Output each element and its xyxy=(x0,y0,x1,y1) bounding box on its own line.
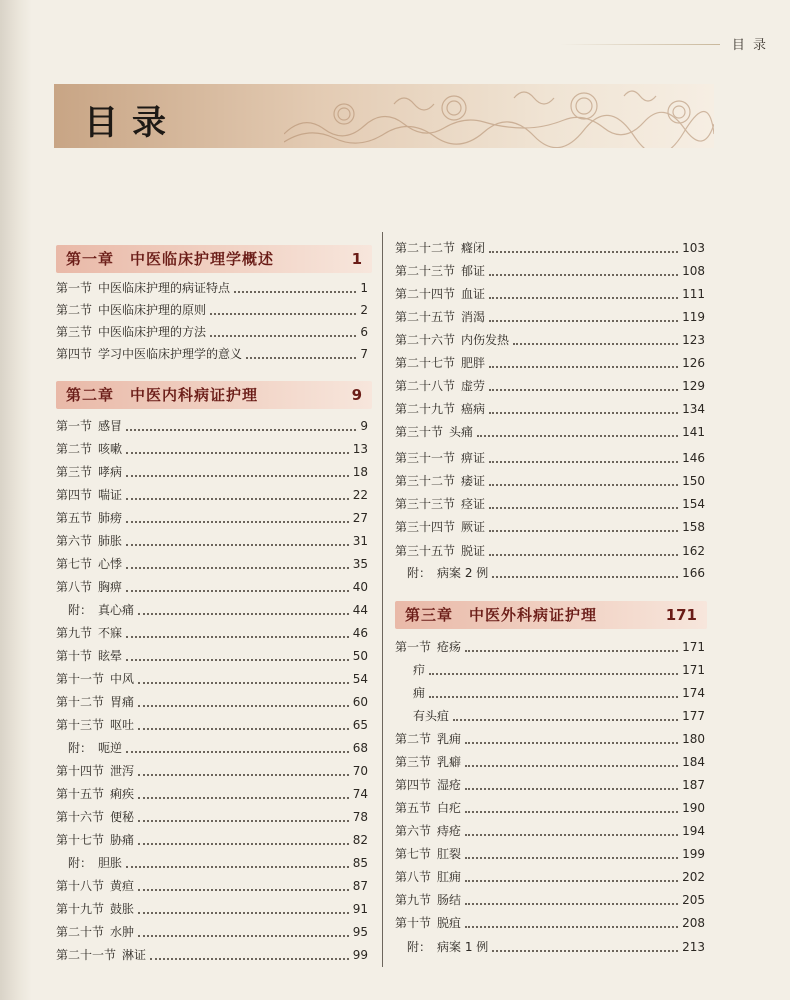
section-number: 第一节 xyxy=(395,640,432,654)
dot-leader xyxy=(138,911,349,914)
page-number: 35 xyxy=(352,557,368,571)
page-number: 134 xyxy=(682,402,705,416)
section-number: 第二十五节 xyxy=(395,310,456,324)
dot-leader xyxy=(210,334,356,337)
section-name: 中风 xyxy=(110,672,135,686)
toc-entry[interactable] xyxy=(395,540,705,562)
page-number: 199 xyxy=(682,847,705,861)
dot-leader xyxy=(429,695,678,698)
toc-entry[interactable] xyxy=(56,737,368,759)
page-number: 54 xyxy=(352,672,368,686)
section-name: 肥胖 xyxy=(461,356,486,370)
toc-entry[interactable] xyxy=(395,705,705,727)
section-name: 喘证 xyxy=(98,488,123,502)
section-name: 肛痈 xyxy=(437,870,462,884)
section-name: 泄泻 xyxy=(110,764,135,778)
chapter-page: 171 xyxy=(665,606,697,624)
dot-leader xyxy=(465,879,678,882)
dot-leader xyxy=(126,474,349,477)
toc-entry[interactable] xyxy=(56,783,368,805)
section-name: 头痛 xyxy=(449,425,474,439)
toc-entry[interactable] xyxy=(56,461,368,483)
dot-leader xyxy=(126,451,349,454)
toc-entry[interactable] xyxy=(395,306,705,328)
dot-leader xyxy=(465,810,678,813)
dot-leader xyxy=(465,649,678,652)
page-number: 70 xyxy=(352,764,368,778)
page-number: 150 xyxy=(682,474,705,488)
dot-leader xyxy=(126,865,349,868)
page-number: 40 xyxy=(352,580,368,594)
dot-leader xyxy=(138,888,349,891)
dot-leader xyxy=(126,635,349,638)
section-number: 第十八节 xyxy=(56,879,105,893)
section-number: 附： xyxy=(56,856,93,870)
page-number: 60 xyxy=(352,695,368,709)
toc-entry[interactable] xyxy=(395,797,705,819)
section-name: 白疕 xyxy=(437,801,462,815)
dot-leader xyxy=(126,566,349,569)
toc-entry[interactable] xyxy=(395,751,705,773)
dot-leader xyxy=(126,658,349,661)
page-number: 146 xyxy=(682,451,705,465)
toc-entry[interactable] xyxy=(395,936,705,958)
page-number: 46 xyxy=(352,626,368,640)
section-number: 第十九节 xyxy=(56,902,105,916)
page-number: 50 xyxy=(352,649,368,663)
section-number: 第十节 xyxy=(56,649,93,663)
toc-entry[interactable] xyxy=(56,438,368,460)
toc-entry[interactable] xyxy=(56,530,368,552)
section-number: 附： xyxy=(56,741,93,755)
toc-entry[interactable] xyxy=(56,898,368,920)
page-number: 123 xyxy=(682,333,705,347)
section-name: 肠结 xyxy=(437,893,462,907)
dot-leader xyxy=(489,388,678,391)
page-number: 187 xyxy=(682,778,705,792)
section-number: 第三十四节 xyxy=(395,520,456,534)
page-number: 111 xyxy=(682,287,705,301)
section-name: 有头疽 xyxy=(401,709,450,723)
toc-entry[interactable] xyxy=(56,599,368,621)
section-name: 湿疮 xyxy=(437,778,462,792)
page-number: 95 xyxy=(352,925,368,939)
section-name: 脱证 xyxy=(461,544,486,558)
section-number: 第十二节 xyxy=(56,695,105,709)
dot-leader xyxy=(138,681,349,684)
dot-leader xyxy=(465,856,678,859)
section-name: 呃逆 xyxy=(98,741,123,755)
page-number: 126 xyxy=(682,356,705,370)
page-number: 103 xyxy=(682,241,705,255)
toc-entry[interactable] xyxy=(56,944,368,966)
toc-entry[interactable] xyxy=(395,470,705,492)
page-number: 180 xyxy=(682,732,705,746)
page-number: 158 xyxy=(682,520,705,534)
section-number: 第二十九节 xyxy=(395,402,456,416)
section-number: 第十五节 xyxy=(56,787,105,801)
dot-leader xyxy=(489,250,678,253)
dot-leader xyxy=(489,460,678,463)
section-number: 第五节 xyxy=(395,801,432,815)
section-name: 癌病 xyxy=(461,402,486,416)
dot-leader xyxy=(492,575,678,578)
toc-entry[interactable] xyxy=(56,645,368,667)
page-number: 202 xyxy=(682,870,705,884)
section-name: 哮病 xyxy=(98,465,123,479)
section-number: 第二节 xyxy=(56,442,93,456)
toc-entry[interactable] xyxy=(395,636,705,658)
toc-entry[interactable] xyxy=(395,912,705,934)
running-head: 目 录 xyxy=(731,38,768,53)
dot-leader xyxy=(465,741,678,744)
dot-leader xyxy=(126,750,349,753)
section-number: 第三节 xyxy=(56,465,93,479)
toc-entry[interactable] xyxy=(56,875,368,897)
section-number: 第十六节 xyxy=(56,810,105,824)
dot-leader xyxy=(489,273,678,276)
toc-entry[interactable] xyxy=(56,484,368,506)
toc-title: 目录 xyxy=(84,103,180,143)
section-name: 胁痛 xyxy=(110,833,135,847)
toc-entry[interactable] xyxy=(56,507,368,529)
dot-leader xyxy=(489,411,678,414)
section-name: 胃痛 xyxy=(110,695,135,709)
section-name: 胆胀 xyxy=(98,856,123,870)
section-number: 第六节 xyxy=(395,824,432,838)
section-name: 眩晕 xyxy=(98,649,123,663)
toc-entry[interactable] xyxy=(395,728,705,750)
page-number: 27 xyxy=(352,511,368,525)
section-name: 肺胀 xyxy=(98,534,123,548)
section-number: 第十四节 xyxy=(56,764,105,778)
dot-leader xyxy=(138,727,349,730)
page-number: 68 xyxy=(352,741,368,755)
section-number: 第十三节 xyxy=(56,718,105,732)
section-number: 第二节 xyxy=(56,303,93,317)
dot-leader xyxy=(246,356,356,359)
section-number: 第三十节 xyxy=(395,425,444,439)
section-name: 真心痛 xyxy=(98,603,135,617)
section-number: 第二十七节 xyxy=(395,356,456,370)
section-name: 痢疾 xyxy=(110,787,135,801)
page-number: 174 xyxy=(682,686,705,700)
section-number: 第九节 xyxy=(395,893,432,907)
page-number: 129 xyxy=(682,379,705,393)
toc-entry[interactable] xyxy=(395,516,705,538)
dot-leader xyxy=(465,902,678,905)
toc-entry[interactable] xyxy=(56,852,368,874)
dot-leader xyxy=(492,949,678,952)
page-number: 1 xyxy=(360,281,368,295)
page-number: 177 xyxy=(682,709,705,723)
page-number: 171 xyxy=(682,640,705,654)
page-number: 141 xyxy=(682,425,705,439)
chapter-2-heading[interactable] xyxy=(56,381,372,409)
section-name: 学习中医临床护理学的意义 xyxy=(98,347,243,361)
section-name: 癃闭 xyxy=(461,241,486,255)
dot-leader xyxy=(150,957,349,960)
section-name: 痿证 xyxy=(461,474,486,488)
dot-leader xyxy=(126,497,349,500)
wave-pattern-icon xyxy=(284,84,714,148)
toc-entry[interactable] xyxy=(395,866,705,888)
chapter-1-heading[interactable] xyxy=(56,245,372,273)
section-name: 胸痹 xyxy=(98,580,123,594)
section-name: 病案 2 例 xyxy=(437,566,489,580)
dot-leader xyxy=(453,718,678,721)
page-number: 13 xyxy=(352,442,368,456)
dot-leader xyxy=(465,925,678,928)
section-number: 第十一节 xyxy=(56,672,105,686)
section-name: 呕吐 xyxy=(110,718,135,732)
toc-entry[interactable] xyxy=(395,820,705,842)
dot-leader xyxy=(138,773,349,776)
section-number: 第三节 xyxy=(56,325,93,339)
dot-leader xyxy=(465,764,678,767)
toc-entry[interactable] xyxy=(395,447,705,469)
page-number: 82 xyxy=(352,833,368,847)
dot-leader xyxy=(126,520,349,523)
section-number: 第一节 xyxy=(56,281,93,295)
dot-leader xyxy=(138,842,349,845)
toc-entry[interactable] xyxy=(395,375,705,397)
chapter-title: 第二章 中医内科病证护理 xyxy=(66,386,259,404)
toc-entry[interactable] xyxy=(395,260,705,282)
page-number: 162 xyxy=(682,544,705,558)
dot-leader xyxy=(138,612,349,615)
toc-entry[interactable] xyxy=(56,622,368,644)
section-name: 疖 xyxy=(401,663,426,677)
section-number: 第二十八节 xyxy=(395,379,456,393)
toc-entry[interactable] xyxy=(395,421,705,443)
chapter-3-heading[interactable] xyxy=(395,601,707,629)
section-number: 第三十三节 xyxy=(395,497,456,511)
toc-entry[interactable] xyxy=(395,398,705,420)
section-name: 病案 1 例 xyxy=(437,940,489,954)
page-number: 154 xyxy=(682,497,705,511)
dot-leader xyxy=(489,365,678,368)
section-name: 痹证 xyxy=(461,451,486,465)
section-number: 附： xyxy=(56,603,93,617)
toc-entry[interactable] xyxy=(395,237,705,259)
page-number: 22 xyxy=(352,488,368,502)
section-number: 第五节 xyxy=(56,511,93,525)
toc-entry[interactable] xyxy=(56,277,368,299)
page-number: 99 xyxy=(352,948,368,962)
dot-leader xyxy=(210,312,356,315)
section-number: 第三十二节 xyxy=(395,474,456,488)
page-number: 208 xyxy=(682,916,705,930)
dot-leader xyxy=(138,796,349,799)
dot-leader xyxy=(126,589,349,592)
toc-entry[interactable] xyxy=(395,493,705,515)
toc-entry[interactable] xyxy=(395,889,705,911)
section-name: 便秘 xyxy=(110,810,135,824)
section-name: 淋证 xyxy=(122,948,147,962)
dot-leader xyxy=(465,833,678,836)
toc-entry[interactable] xyxy=(395,283,705,305)
section-name: 消渴 xyxy=(461,310,486,324)
page-number: 74 xyxy=(352,787,368,801)
section-name: 乳癖 xyxy=(437,755,462,769)
column-divider xyxy=(382,232,383,967)
section-number: 第二十一节 xyxy=(56,948,117,962)
dot-leader xyxy=(138,934,349,937)
section-name: 中医临床护理的方法 xyxy=(98,325,207,339)
toc-entry[interactable] xyxy=(56,299,368,321)
page-number: 91 xyxy=(352,902,368,916)
section-name: 疮疡 xyxy=(437,640,462,654)
dot-leader xyxy=(489,553,678,556)
page-number: 2 xyxy=(360,303,368,317)
section-name: 黄疸 xyxy=(110,879,135,893)
section-name: 中医临床护理的病证特点 xyxy=(98,281,231,295)
toc-entry[interactable] xyxy=(395,843,705,865)
section-name: 感冒 xyxy=(98,419,123,433)
toc-entry[interactable] xyxy=(56,321,368,343)
section-number: 第四节 xyxy=(395,778,432,792)
section-name: 郁证 xyxy=(461,264,486,278)
section-name: 痈 xyxy=(401,686,426,700)
dot-leader xyxy=(138,704,349,707)
section-number: 第四节 xyxy=(56,347,93,361)
section-number: 第二节 xyxy=(395,732,432,746)
toc-entry[interactable] xyxy=(395,329,705,351)
section-name: 鼓胀 xyxy=(110,902,135,916)
section-number: 第八节 xyxy=(395,870,432,884)
section-number: 第二十节 xyxy=(56,925,105,939)
section-name: 肺痨 xyxy=(98,511,123,525)
section-name: 不寐 xyxy=(98,626,123,640)
page-number: 119 xyxy=(682,310,705,324)
page-number: 18 xyxy=(352,465,368,479)
page-number: 184 xyxy=(682,755,705,769)
toc-entry[interactable] xyxy=(395,352,705,374)
page-number: 166 xyxy=(682,566,705,580)
dot-leader xyxy=(489,296,678,299)
dot-leader xyxy=(465,787,678,790)
section-number: 第二十三节 xyxy=(395,264,456,278)
dot-leader xyxy=(477,434,678,437)
section-number: 第九节 xyxy=(56,626,93,640)
page-number: 194 xyxy=(682,824,705,838)
chapter-title: 第三章 中医外科病证护理 xyxy=(405,606,598,624)
section-name: 虚劳 xyxy=(461,379,486,393)
page-number: 7 xyxy=(360,347,368,361)
chapter-page: 9 xyxy=(351,386,362,404)
book-gutter-shadow xyxy=(0,0,32,1000)
dot-leader xyxy=(234,290,356,293)
page-number: 85 xyxy=(352,856,368,870)
running-head-rule xyxy=(560,44,720,45)
section-name: 痉证 xyxy=(461,497,486,511)
dot-leader xyxy=(513,342,678,345)
page-number: 31 xyxy=(352,534,368,548)
page-number: 205 xyxy=(682,893,705,907)
section-name: 内伤发热 xyxy=(461,333,510,347)
toc-entry[interactable] xyxy=(56,921,368,943)
page-number: 9 xyxy=(360,419,368,433)
page-number: 87 xyxy=(352,879,368,893)
toc-title-banner xyxy=(54,84,714,148)
section-number: 第十七节 xyxy=(56,833,105,847)
toc-entry[interactable] xyxy=(56,760,368,782)
dot-leader xyxy=(126,543,349,546)
page-number: 171 xyxy=(682,663,705,677)
dot-leader xyxy=(489,506,678,509)
section-number: 第二十六节 xyxy=(395,333,456,347)
section-number: 第十节 xyxy=(395,916,432,930)
page-number: 78 xyxy=(352,810,368,824)
page-number: 65 xyxy=(352,718,368,732)
section-name: 血证 xyxy=(461,287,486,301)
section-number: 第四节 xyxy=(56,488,93,502)
chapter-page: 1 xyxy=(351,250,362,268)
section-number: 第三节 xyxy=(395,755,432,769)
section-name: 咳嗽 xyxy=(98,442,123,456)
section-number: 第七节 xyxy=(395,847,432,861)
section-number: 附： xyxy=(395,566,432,580)
dot-leader xyxy=(429,672,678,675)
toc-entry[interactable] xyxy=(395,682,705,704)
toc-entry[interactable] xyxy=(56,714,368,736)
page-number: 213 xyxy=(682,940,705,954)
section-name: 厥证 xyxy=(461,520,486,534)
section-number: 附： xyxy=(395,940,432,954)
page-number: 108 xyxy=(682,264,705,278)
section-number: 第八节 xyxy=(56,580,93,594)
dot-leader xyxy=(489,483,678,486)
section-name: 水肿 xyxy=(110,925,135,939)
page-number: 44 xyxy=(352,603,368,617)
section-name: 乳痈 xyxy=(437,732,462,746)
section-number: 第三十五节 xyxy=(395,544,456,558)
toc-entry[interactable] xyxy=(56,691,368,713)
section-name: 肛裂 xyxy=(437,847,462,861)
section-number: 第二十四节 xyxy=(395,287,456,301)
section-name: 中医临床护理的原则 xyxy=(98,303,207,317)
toc-entry[interactable] xyxy=(56,806,368,828)
page-number: 190 xyxy=(682,801,705,815)
section-name: 痔疮 xyxy=(437,824,462,838)
toc-entry[interactable] xyxy=(56,576,368,598)
section-number: 第一节 xyxy=(56,419,93,433)
section-number: 第二十二节 xyxy=(395,241,456,255)
toc-entry[interactable] xyxy=(395,774,705,796)
page-number: 6 xyxy=(360,325,368,339)
toc-entry[interactable] xyxy=(56,829,368,851)
toc-entry[interactable] xyxy=(56,415,368,437)
dot-leader xyxy=(126,428,356,431)
toc-entry[interactable] xyxy=(56,343,368,365)
toc-entry[interactable] xyxy=(56,553,368,575)
dot-leader xyxy=(489,319,678,322)
toc-entry[interactable] xyxy=(395,659,705,681)
dot-leader xyxy=(489,529,678,532)
section-number: 第六节 xyxy=(56,534,93,548)
chapter-title: 第一章 中医临床护理学概述 xyxy=(66,250,275,268)
dot-leader xyxy=(138,819,349,822)
toc-entry[interactable] xyxy=(56,668,368,690)
section-name: 心悸 xyxy=(98,557,123,571)
section-number: 第三十一节 xyxy=(395,451,456,465)
section-name: 脱疽 xyxy=(437,916,462,930)
toc-entry[interactable] xyxy=(395,562,705,584)
section-number: 第七节 xyxy=(56,557,93,571)
